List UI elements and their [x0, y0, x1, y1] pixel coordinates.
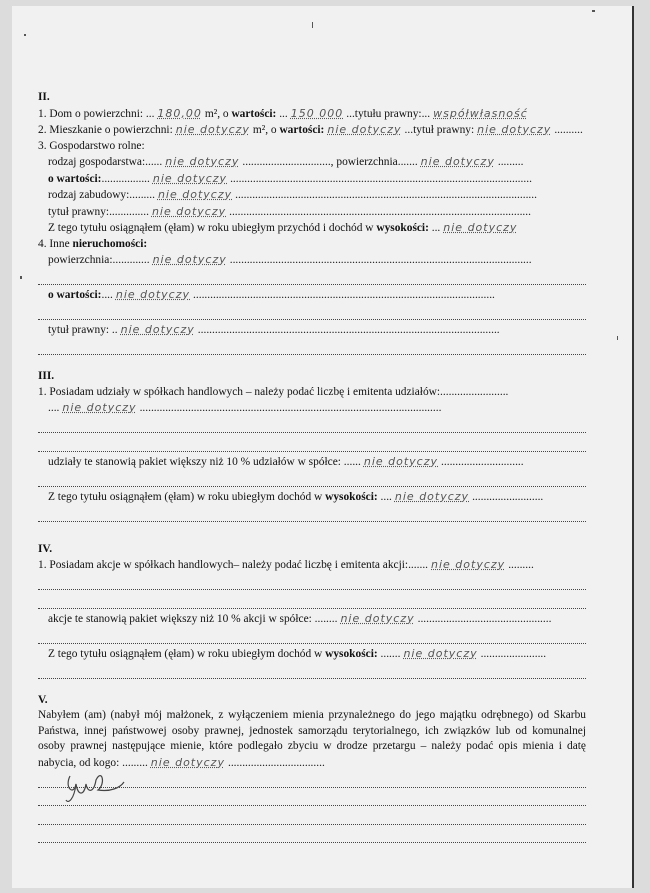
acquisition-paragraph: Nabyłem (am) (nabył mój małżonek, z wyłączeniem mienia przynależnego do jego majątku odrębnego) od Skarbu Państwa, innej państwowej osoby prawnej, jednostek samorządu terytorialnego, ich związków lub od komunalnej osoby prawnej następujące mienie, które podlegało zbyciu w drodze przetargu – należy podać opis mienia i datę nabycia, od kogo: ......... nie dotyczy ..................................	[38, 709, 586, 769]
blank-line	[38, 505, 586, 522]
blank-line	[38, 790, 586, 807]
farm-value-label: o wartości:	[48, 172, 102, 185]
farm-area: nie dotyczy	[420, 155, 495, 168]
flat-title-label: tytuł prawny:	[413, 124, 475, 136]
house-value-label: wartości:	[231, 107, 277, 120]
other-property-bold: nieruchomości:	[72, 237, 148, 250]
other-area: nie dotyczy	[152, 253, 227, 266]
shares-package-answer: nie dotyczy	[363, 454, 439, 468]
blank-line	[38, 304, 586, 321]
stocks-package-line: akcje te stanowią pakiet większy niż 10 % akcji w spółce: ........ nie dotyczy ...............................................	[48, 611, 552, 625]
blank-line	[38, 627, 586, 644]
house-line: 1. Dom o powierzchni: ... 180,00 m², o wartości: ... 150 000 ...tytułu prawny:... współwłasność	[38, 106, 586, 123]
farm-income-label: Z tego tytułu osiągnąłem (ęłam) w roku ubiegłym przychód i dochód w	[48, 222, 377, 234]
farm-value: nie dotyczy	[152, 171, 228, 185]
stocks-answer: nie dotyczy	[431, 558, 506, 571]
farm-type-line: rodzaj gospodarstwa:...... nie dotyczy ..............................., powierzchnia....... nie dotyczy .........	[48, 155, 524, 168]
acquisition-text: Nabyłem (am) (nabył mój małżonek, z wyłączeniem mienia przynależnego do jego majątku odrębnego) od Skarbu Państwa, innej państwowej osoby prawnej, jednostek samorządu terytorialnego, ich związków lub od komunalnej osoby prawnej następujące mienie, które podlegało zbyciu w drodze przetargu – należy podać opis mienia i datę nabycia, od kogo:	[38, 709, 586, 769]
other-property-label: 4. Inne	[38, 237, 73, 250]
stocks-package-answer: nie dotyczy	[340, 611, 415, 625]
section-2-heading: II.	[38, 91, 50, 103]
blank-line	[38, 470, 586, 487]
blank-line	[38, 574, 586, 591]
blank-line	[38, 339, 586, 356]
flat-line: 2. Mieszkanie o powierzchni: nie dotyczy m², o wartości: nie dotyczy ...tytuł prawny: nie dotyczy ..........	[38, 123, 583, 136]
farm-building-label: rodzaj zabudowy:	[48, 189, 130, 201]
blank-line	[38, 771, 586, 788]
other-value-line: o wartości:.... nie dotyczy ..........................................................................................................	[48, 288, 495, 301]
farm-heading: 3. Gospodarstwo rolne:	[38, 139, 145, 152]
section-4-heading: IV.	[38, 542, 53, 555]
blank-line	[38, 435, 586, 452]
blank-line	[38, 808, 586, 825]
shares-line: 1. Posiadam udziały w spółkach handlowych – należy podać liczbę i emitenta udziałów:........................	[38, 385, 509, 398]
section-3-heading: III.	[38, 370, 55, 382]
blank-line	[38, 592, 586, 609]
stocks-income-answer: nie dotyczy	[403, 646, 478, 660]
farm-area-label: powierzchnia	[336, 156, 398, 168]
blank-line	[38, 417, 586, 434]
shares-income-answer: nie dotyczy	[394, 489, 470, 503]
other-property-heading	[38, 237, 586, 253]
declaration-form	[38, 86, 586, 845]
blank-line	[38, 827, 586, 844]
flat-value-label: wartości:	[279, 124, 325, 136]
other-title-line: tytuł prawny: .. nie dotyczy ..........................................................................................................	[48, 323, 500, 336]
other-area-label: powierzchnia:	[48, 254, 113, 266]
farm-income-bold: wysokości:	[376, 222, 429, 234]
flat-title: nie dotyczy	[477, 123, 552, 136]
farm-title: nie dotyczy	[151, 204, 227, 218]
farm-value-line: o wartości:................. nie dotyczy ..........................................................................................................	[48, 171, 532, 185]
house-label: 1. Dom o powierzchni: ...	[38, 107, 155, 120]
stocks-income-bold: wysokości:	[325, 647, 378, 660]
house-mid: m², o	[204, 107, 232, 120]
shares-income-line: Z tego tytułu osiągnąłem (ęłam) w roku ubiegłym dochód w wysokości: .... nie dotyczy .........................	[48, 489, 544, 503]
house-area: 180,00	[157, 106, 202, 120]
farm-building-line: rodzaj zabudowy:......... nie dotyczy ..........................................................................................................	[48, 188, 537, 201]
other-title: nie dotyczy	[120, 323, 195, 336]
shares-income-label: Z tego tytułu osiągnąłem (ęłam) w roku ubiegłym dochód w	[48, 490, 326, 503]
flat-value: nie dotyczy	[327, 123, 402, 136]
shares-label: 1. Posiadam udziały w spółkach handlowych – należy podać liczbę i emitenta udziałów:	[38, 385, 441, 398]
farm-type-label: rodzaj gospodarstwa:	[48, 156, 146, 168]
farm-type: nie dotyczy	[165, 155, 240, 168]
stocks-income-line: Z tego tytułu osiągnąłem (ęłam) w roku ubiegłym dochód w wysokości: ....... nie dotyczy .......................	[48, 646, 547, 660]
blank-line	[38, 662, 586, 679]
other-value: nie dotyczy	[115, 288, 191, 301]
flat-mid: m², o	[252, 124, 280, 136]
house-value: 150 000	[290, 106, 344, 120]
section-5-heading: V.	[38, 693, 48, 706]
house-title-label: tytułu prawny:	[354, 107, 422, 120]
acquisition-answer: nie dotyczy	[150, 755, 225, 769]
blank-line	[38, 269, 586, 286]
farm-building: nie dotyczy	[157, 188, 233, 201]
farm-title-label: tytuł prawny:	[48, 205, 110, 218]
shares-package-label: udziały te stanowią pakiet większy niż 10 % udziałów w spółce:	[48, 455, 341, 468]
other-title-label: tytuł prawny:	[48, 324, 110, 336]
farm-income: nie dotyczy	[443, 221, 518, 234]
other-area-line: powierzchnia:............. nie dotyczy ..........................................................................................................	[48, 253, 532, 266]
shares-answer-line: .... nie dotyczy ..........................................................................................................	[48, 401, 442, 414]
stocks-income-label: Z tego tytułu osiągnąłem (ęłam) w roku ubiegłym dochód w	[48, 647, 326, 660]
shares-answer: nie dotyczy	[62, 401, 137, 414]
shares-package-line: udziały te stanowią pakiet większy niż 10 % udziałów w spółce: ...... nie dotyczy .............................	[48, 454, 524, 468]
stocks-line: 1. Posiadam akcje w spółkach handlowych– należy podać liczbę i emitenta akcji:....... nie dotyczy .........	[38, 558, 534, 571]
stocks-package-label: akcje te stanowią pakiet większy niż 10 % akcji w spółce:	[48, 612, 312, 625]
shares-income-bold: wysokości:	[325, 490, 378, 503]
flat-area: nie dotyczy	[175, 123, 250, 136]
farm-title-line: tytuł prawny:.............. nie dotyczy ..........................................................................................................	[48, 204, 531, 218]
flat-label: 2. Mieszkanie o powierzchni:	[38, 124, 173, 136]
stocks-label: 1. Posiadam akcje w spółkach handlowych– należy podać liczbę i emitenta akcji:	[38, 559, 409, 571]
other-value-label: o wartości:	[48, 289, 102, 301]
house-title: współwłasność	[433, 106, 528, 120]
farm-income-line: Z tego tytułu osiągnąłem (ęłam) w roku ubiegłym przychód i dochód w wysokości: ... nie dotyczy	[38, 220, 586, 237]
